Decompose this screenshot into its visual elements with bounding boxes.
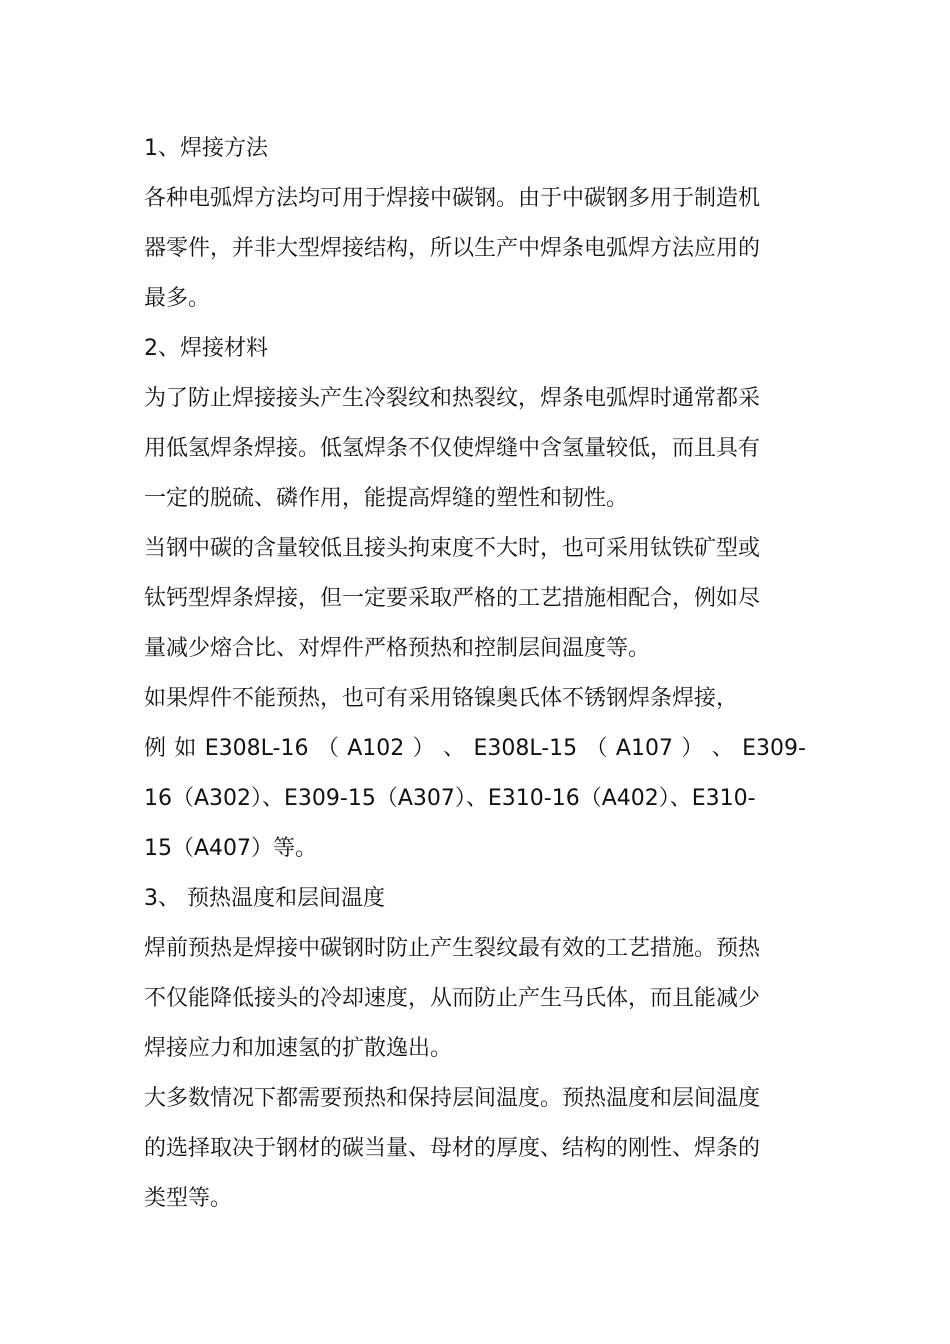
example-word: E308L-16 <box>204 736 309 761</box>
example-word: E309- <box>742 736 806 761</box>
paragraph-line: 钛钙型焊条焊接，但一定要采取严格的工艺措施相配合，例如尽 <box>144 586 761 611</box>
section-heading-1: 1、焊接方法 <box>144 136 268 161</box>
paragraph-line: 为了防止焊接接头产生冷裂纹和热裂纹，焊条电弧焊时通常都采 <box>144 386 761 411</box>
paragraph-line: 当钢中碳的含量较低且接头拘束度不大时，也可采用钛铁矿型或 <box>144 536 761 561</box>
section-heading-3: 3、 预热温度和层间温度 <box>144 886 385 911</box>
document-body <box>144 124 806 1224</box>
paragraph-line: 器零件，并非大型焊接结构，所以生产中焊条电弧焊方法应用的 <box>144 236 761 261</box>
paragraph-line: 焊前预热是焊接中碳钢时防止产生裂纹最有效的工艺措施。预热 <box>144 936 761 961</box>
paragraph-line: 类型等。 <box>144 1186 233 1211</box>
paragraph-line: 最多。 <box>144 286 211 311</box>
example-line <box>144 724 806 774</box>
example-word: （ <box>585 736 608 761</box>
example-word: 例 <box>144 736 167 761</box>
example-word: （ <box>316 736 339 761</box>
paragraph-line: 各种电弧焊方法均可用于焊接中碳钢。由于中碳钢多用于制造机 <box>144 186 761 211</box>
paragraph-line: 量减少熔合比、对焊件严格预热和控制层间温度等。 <box>144 636 651 661</box>
paragraph-line: 焊接应力和加速氢的扩散逸出。 <box>144 1036 453 1061</box>
section-heading-2: 2、焊接材料 <box>144 336 268 361</box>
paragraph-line: 的选择取决于钢材的碳当量、母材的厚度、结构的刚性、焊条的 <box>144 1136 761 1161</box>
example-word: ） <box>681 736 704 761</box>
paragraph-line: 一定的脱硫、磷作用，能提高焊缝的塑性和韧性。 <box>144 486 629 511</box>
example-word: A107 <box>615 736 673 761</box>
example-word: 如 <box>174 736 197 761</box>
example-word: 、 <box>443 736 466 761</box>
paragraph-line: 15（A407）等。 <box>144 836 318 861</box>
paragraph-line: 16（A302）、E309-15（A307）、E310-16（A402）、E310- <box>144 786 756 811</box>
example-word: ） <box>412 736 435 761</box>
paragraph-line: 如果焊件不能预热，也可有采用铬镍奥氏体不锈钢焊条焊接， <box>144 686 739 711</box>
example-word: 、 <box>711 736 734 761</box>
example-word: E308L-15 <box>473 736 578 761</box>
paragraph-line: 不仅能降低接头的冷却速度，从而防止产生马氏体，而且能减少 <box>144 986 761 1011</box>
example-word: A102 <box>347 736 405 761</box>
paragraph-line: 用低氢焊条焊接。低氢焊条不仅使焊缝中含氢量较低，而且具有 <box>144 436 761 461</box>
paragraph-line: 大多数情况下都需要预热和保持层间温度。预热温度和层间温度 <box>144 1086 761 1111</box>
